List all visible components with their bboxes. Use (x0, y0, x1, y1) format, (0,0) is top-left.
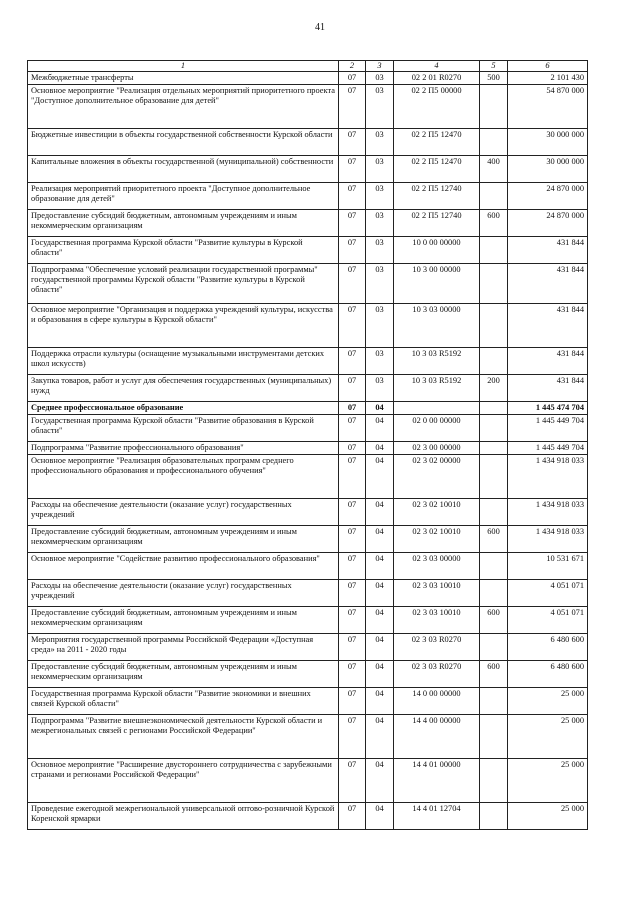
table-row (28, 128, 588, 155)
table-row (28, 660, 588, 687)
table-row (28, 414, 588, 441)
amount: 1 445 449 704 (508, 441, 588, 454)
subsection-code: 03 (366, 347, 394, 374)
item-name: Мероприятия государственной программы Российской Федерации «Доступная среда» на 2011 - 2020 годы (28, 633, 339, 660)
expense-type-code: 600 (480, 660, 508, 687)
item-name: Предоставление субсидий бюджетным, автономным учреждениям и иным некоммерческим организациям (28, 660, 339, 687)
section-code: 07 (339, 606, 366, 633)
amount: 25 000 (508, 714, 588, 758)
item-name: Предоставление субсидий бюджетным, автономным учреждениям и иным некоммерческим организациям (28, 209, 339, 236)
expense-type-code (480, 182, 508, 209)
header-col-4: 4 (394, 61, 480, 72)
section-code: 07 (339, 525, 366, 552)
amount: 2 101 430 (508, 72, 588, 85)
target-article-code: 10 3 03 R5192 (394, 347, 480, 374)
amount: 54 870 000 (508, 84, 588, 128)
subsection-code: 04 (366, 525, 394, 552)
section-code: 07 (339, 454, 366, 498)
section-code: 07 (339, 414, 366, 441)
expense-type-code (480, 263, 508, 303)
page-number: 41 (315, 22, 325, 33)
table-row (28, 633, 588, 660)
target-article-code: 02 2 01 R0270 (394, 72, 480, 85)
amount: 30 000 000 (508, 128, 588, 155)
item-name: Подпрограмма "Развитие профессионального образования" (28, 441, 339, 454)
section-code: 07 (339, 84, 366, 128)
item-name: Государственная программа Курской области "Развитие экономики и внешних связей Курской области" (28, 687, 339, 714)
table-row (28, 72, 588, 85)
target-article-code: 02 2 П5 00000 (394, 84, 480, 128)
expense-type-code: 600 (480, 525, 508, 552)
expense-type-code: 500 (480, 72, 508, 85)
subsection-code: 04 (366, 758, 394, 802)
table-row (28, 441, 588, 454)
section-code: 07 (339, 128, 366, 155)
amount: 431 844 (508, 263, 588, 303)
target-article-code: 02 3 02 10010 (394, 525, 480, 552)
table-row (28, 155, 588, 182)
subsection-code: 03 (366, 72, 394, 85)
target-article-code: 10 3 03 00000 (394, 303, 480, 347)
expense-type-code (480, 128, 508, 155)
target-article-code: 02 3 02 00000 (394, 454, 480, 498)
table-row (28, 236, 588, 263)
target-article-code: 02 3 03 10010 (394, 606, 480, 633)
section-code: 07 (339, 155, 366, 182)
table-row (28, 347, 588, 374)
target-article-code: 02 3 02 10010 (394, 498, 480, 525)
table-row (28, 714, 588, 758)
item-name: Предоставление субсидий бюджетным, автономным учреждениям и иным некоммерческим организациям (28, 525, 339, 552)
subsection-code: 03 (366, 128, 394, 155)
section-code: 07 (339, 498, 366, 525)
subsection-code: 04 (366, 441, 394, 454)
subsection-code: 04 (366, 633, 394, 660)
expense-type-code (480, 414, 508, 441)
target-article-code: 14 0 00 00000 (394, 687, 480, 714)
table-row (28, 401, 588, 414)
item-name: Расходы на обеспечение деятельности (оказание услуг) государственных учреждений (28, 579, 339, 606)
subsection-code: 03 (366, 236, 394, 263)
target-article-code: 02 3 03 R0270 (394, 660, 480, 687)
expense-type-code: 400 (480, 155, 508, 182)
amount: 25 000 (508, 687, 588, 714)
target-article-code: 10 3 03 R5192 (394, 374, 480, 401)
expense-type-code (480, 236, 508, 263)
expense-type-code (480, 303, 508, 347)
expense-type-code (480, 758, 508, 802)
table-row (28, 84, 588, 128)
amount: 1 445 449 704 (508, 414, 588, 441)
item-name: Поддержка отрасли культуры (оснащение музыкальными инструментами детских школ искусств) (28, 347, 339, 374)
subsection-code: 04 (366, 660, 394, 687)
amount: 25 000 (508, 758, 588, 802)
target-article-code: 02 3 03 00000 (394, 552, 480, 579)
target-article-code: 02 2 П5 12470 (394, 128, 480, 155)
table-body (28, 72, 588, 830)
section-code: 07 (339, 303, 366, 347)
target-article-code: 02 2 П5 12470 (394, 155, 480, 182)
amount: 1 434 918 033 (508, 454, 588, 498)
amount: 431 844 (508, 236, 588, 263)
section-code: 07 (339, 758, 366, 802)
subsection-code: 03 (366, 84, 394, 128)
section-code: 07 (339, 72, 366, 85)
table-row (28, 687, 588, 714)
table-row (28, 498, 588, 525)
item-name: Закупка товаров, работ и услуг для обеспечения государственных (муниципальных) нужд (28, 374, 339, 401)
amount: 10 531 671 (508, 552, 588, 579)
item-name: Государственная программа Курской области "Развитие культуры в Курской области" (28, 236, 339, 263)
subsection-code: 04 (366, 401, 394, 414)
expense-type-code (480, 84, 508, 128)
amount: 1 434 918 033 (508, 498, 588, 525)
target-article-code: 02 2 П5 12740 (394, 182, 480, 209)
expense-type-code (480, 441, 508, 454)
table-row (28, 209, 588, 236)
item-name: Основное мероприятие "Реализация образовательных программ среднего профессионального образования и профессионального обучения" (28, 454, 339, 498)
target-article-code: 14 4 01 12704 (394, 802, 480, 829)
expense-type-code (480, 347, 508, 374)
subsection-code: 03 (366, 155, 394, 182)
table-row (28, 454, 588, 498)
table-row (28, 182, 588, 209)
header-col-5: 5 (480, 61, 508, 72)
subsection-code: 04 (366, 552, 394, 579)
amount: 6 480 600 (508, 660, 588, 687)
item-name: Основное мероприятие "Содействие развитию профессионального образования" (28, 552, 339, 579)
subsection-code: 03 (366, 209, 394, 236)
subsection-code: 04 (366, 498, 394, 525)
section-code: 07 (339, 633, 366, 660)
expense-type-code (480, 633, 508, 660)
subsection-code: 03 (366, 303, 394, 347)
item-name: Расходы на обеспечение деятельности (оказание услуг) государственных учреждений (28, 498, 339, 525)
amount: 4 051 071 (508, 579, 588, 606)
item-name: Государственная программа Курской области "Развитие образования в Курской области" (28, 414, 339, 441)
subsection-code: 03 (366, 263, 394, 303)
section-code: 07 (339, 802, 366, 829)
amount: 30 000 000 (508, 155, 588, 182)
item-name: Предоставление субсидий бюджетным, автономным учреждениям и иным некоммерческим организациям (28, 606, 339, 633)
target-article-code: 14 4 01 00000 (394, 758, 480, 802)
target-article-code: 10 0 00 00000 (394, 236, 480, 263)
item-name: Среднее профессиональное образование (28, 401, 339, 414)
target-article-code: 02 3 00 00000 (394, 441, 480, 454)
expense-type-code (480, 454, 508, 498)
item-name: Основное мероприятие "Расширение двустороннего сотрудничества с зарубежными странами и регионами Российской Федерации" (28, 758, 339, 802)
table-row (28, 758, 588, 802)
section-code: 07 (339, 263, 366, 303)
target-article-code (394, 401, 480, 414)
expense-type-code (480, 498, 508, 525)
table-row (28, 606, 588, 633)
amount: 1 445 474 704 (508, 401, 588, 414)
subsection-code: 04 (366, 802, 394, 829)
section-code: 07 (339, 374, 366, 401)
item-name: Межбюджетные трансферты (28, 72, 339, 85)
target-article-code: 02 2 П5 12740 (394, 209, 480, 236)
section-code: 07 (339, 441, 366, 454)
target-article-code: 02 0 00 00000 (394, 414, 480, 441)
expense-type-code (480, 714, 508, 758)
amount: 25 000 (508, 802, 588, 829)
item-name: Подпрограмма "Обеспечение условий реализации государственной программы" государственной программы Курской области "Развитие культуры в Курской области" (28, 263, 339, 303)
expense-type-code: 600 (480, 606, 508, 633)
subsection-code: 03 (366, 374, 394, 401)
expense-type-code: 200 (480, 374, 508, 401)
section-code: 07 (339, 236, 366, 263)
header-col-1: 1 (28, 61, 339, 72)
subsection-code: 04 (366, 714, 394, 758)
section-code: 07 (339, 401, 366, 414)
target-article-code: 14 4 00 00000 (394, 714, 480, 758)
item-name: Капитальные вложения в объекты государственной (муниципальной) собственности (28, 155, 339, 182)
section-code: 07 (339, 660, 366, 687)
amount: 24 870 000 (508, 182, 588, 209)
section-code: 07 (339, 347, 366, 374)
subsection-code: 04 (366, 606, 394, 633)
expense-type-code (480, 579, 508, 606)
section-code: 07 (339, 579, 366, 606)
section-code: 07 (339, 182, 366, 209)
item-name: Проведение ежегодной межрегиональной универсальной оптово-розничной Курской Коренской ярмарки (28, 802, 339, 829)
table-row (28, 552, 588, 579)
header-row (28, 61, 588, 72)
subsection-code: 04 (366, 454, 394, 498)
amount: 431 844 (508, 303, 588, 347)
amount: 431 844 (508, 374, 588, 401)
item-name: Реализация мероприятий приоритетного проекта "Доступное дополнительное образование для детей" (28, 182, 339, 209)
table-row (28, 374, 588, 401)
expense-type-code (480, 401, 508, 414)
section-code: 07 (339, 552, 366, 579)
subsection-code: 03 (366, 182, 394, 209)
table-row (28, 525, 588, 552)
header-col-6: 6 (508, 61, 588, 72)
item-name: Основное мероприятие "Реализация отдельных мероприятий приоритетного проекта "Доступное дополнительное образование для детей" (28, 84, 339, 128)
item-name: Подпрограмма "Развитие внешнеэкономической деятельности Курской области и межрегиональных связей с регионами Российской Федерации" (28, 714, 339, 758)
expense-type-code (480, 687, 508, 714)
item-name: Бюджетные инвестиции в объекты государственной собственности Курской области (28, 128, 339, 155)
subsection-code: 04 (366, 414, 394, 441)
target-article-code: 02 3 03 R0270 (394, 633, 480, 660)
section-code: 07 (339, 714, 366, 758)
amount: 4 051 071 (508, 606, 588, 633)
amount: 24 870 000 (508, 209, 588, 236)
amount: 431 844 (508, 347, 588, 374)
table-row (28, 802, 588, 829)
item-name: Основное мероприятие "Организация и поддержка учреждений культуры, искусства и образования в сфере культуры в Курской области" (28, 303, 339, 347)
target-article-code: 02 3 03 10010 (394, 579, 480, 606)
expense-type-code: 600 (480, 209, 508, 236)
table-row (28, 263, 588, 303)
section-code: 07 (339, 687, 366, 714)
expense-type-code (480, 802, 508, 829)
header-col-3: 3 (366, 61, 394, 72)
section-code: 07 (339, 209, 366, 236)
table-row (28, 579, 588, 606)
budget-table (27, 60, 588, 830)
subsection-code: 04 (366, 579, 394, 606)
expense-type-code (480, 552, 508, 579)
table-row (28, 303, 588, 347)
amount: 6 480 600 (508, 633, 588, 660)
amount: 1 434 918 033 (508, 525, 588, 552)
header-col-2: 2 (339, 61, 366, 72)
subsection-code: 04 (366, 687, 394, 714)
target-article-code: 10 3 00 00000 (394, 263, 480, 303)
